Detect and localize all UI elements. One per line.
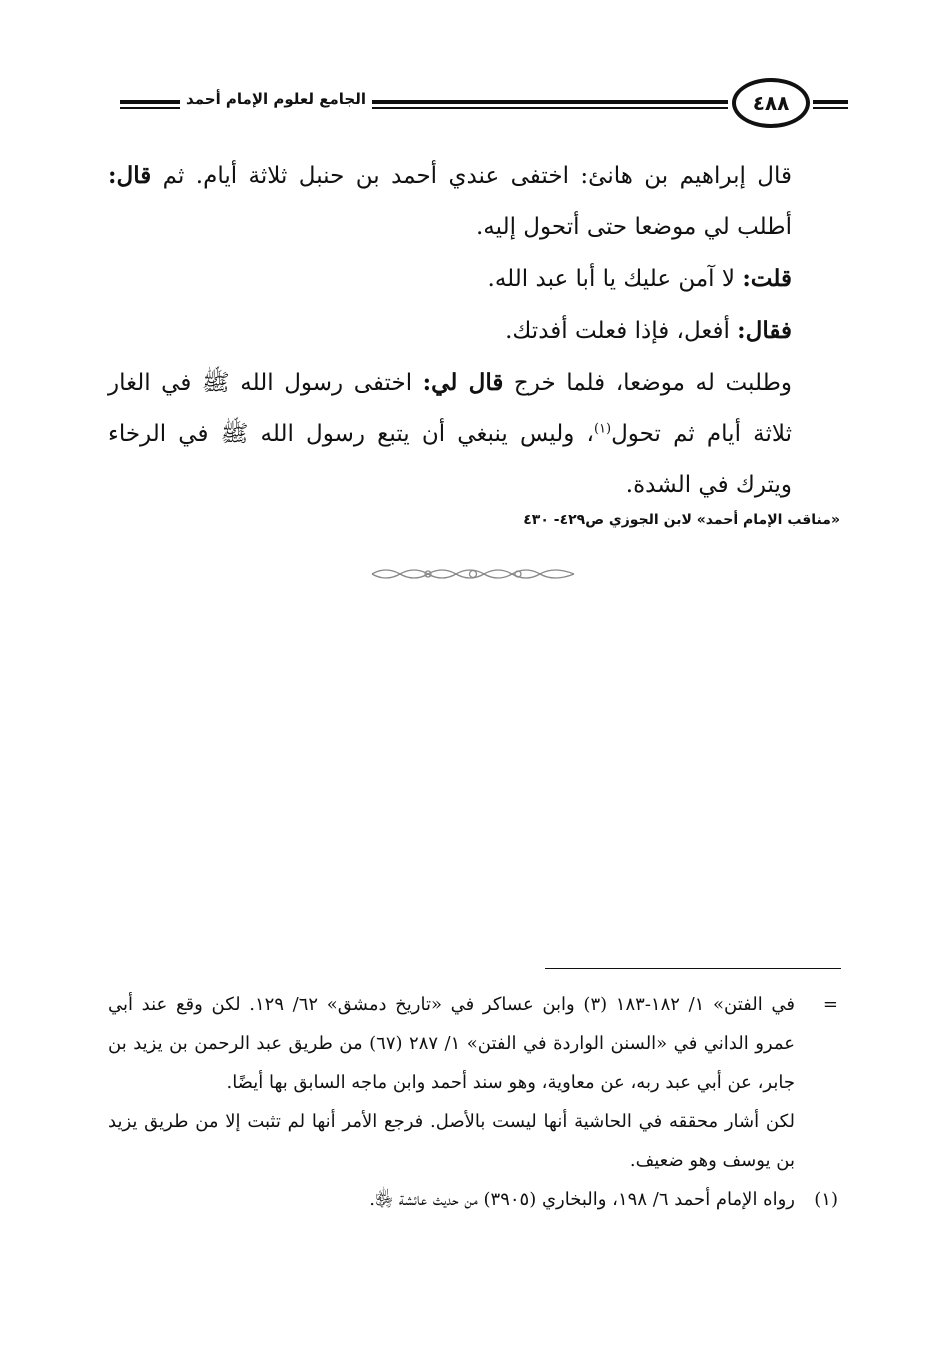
- source-citation: «مناقب الإمام أحمد» لابن الجوزي ص٤٢٩- ٤٣٠: [523, 512, 840, 528]
- text-line: أفعل، فإذا فعلت أفدتك.: [505, 318, 738, 344]
- paragraph-faqal: [108, 305, 840, 357]
- text-line: قال إبراهيم بن هانئ: اختفى عندي أحمد بن حنبل ثلاثة أيام. ثم: [151, 163, 792, 189]
- paragraph-ibrahim: [108, 150, 840, 253]
- footnote-paragraph: لكن أشار محققه في الحاشية أنها ليست بالأصل. فرجع الأمر أنها لم تثبت إلا من طريق يزيد بن يوسف وهو ضعيف.: [108, 1111, 795, 1171]
- footnote-1-text: رواه الإمام أحمد ٦/ ١٩٨، والبخاري (٣٩٠٥) من حديث عائشة ﵂.: [369, 1189, 795, 1210]
- main-text: [108, 150, 840, 511]
- page-number-oval: [732, 78, 810, 128]
- page-number: ٤٨٨: [752, 91, 790, 115]
- footnote-reference[interactable]: (١): [593, 421, 612, 437]
- footnote-continuation: [108, 985, 840, 1180]
- text-line: اختفى رسول الله ﷺ في الغار ثلاثة أيام ثم تحول: [108, 370, 792, 447]
- bold-faqal: فقال:: [737, 317, 792, 344]
- footnote-1-marker: (١): [814, 1189, 838, 1210]
- section-divider-ornament: [368, 563, 578, 585]
- bold-qal-li: قال لي:: [422, 369, 504, 396]
- paragraph-talabtu: [108, 357, 840, 511]
- footnote-paragraph: في الفتن» ١/ ١٨٢-١٨٣ (٣) وابن عساكر في «تاريخ دمشق» ٦٢/ ١٢٩. لكن وقع عند أبي عمرو الداني في «السنن الواردة في الفتن» ١/ ٢٨٧ (٦٧) من طريق عبد الرحمن بن يزيد بن جابر، عن أبي عبد ربه، عن معاوية، وهو سند أحمد وابن ماجه السابق بها أيضًا.: [108, 994, 795, 1093]
- running-title: الجامع لعلوم الإمام أحمد: [186, 90, 366, 108]
- paragraph-qult: [108, 253, 840, 305]
- bold-qult: قلت:: [742, 265, 792, 292]
- header-rule-left: [120, 100, 180, 110]
- header-rule-right: [813, 100, 848, 110]
- text-line: لا آمن عليك يا أبا عبد الله.: [487, 266, 743, 292]
- header-rule-middle: [372, 100, 728, 110]
- text-line: وطلبت له موضعا، فلما خرج: [503, 370, 793, 396]
- continuation-marker: =: [822, 994, 838, 1015]
- footnote-separator: [545, 968, 841, 969]
- text-line: أطلب لي موضعا حتى أتحول إليه.: [475, 214, 792, 240]
- page-header: [110, 78, 850, 134]
- text-line: ، وليس ينبغي أن يتبع رسول الله ﷺ في الرخاء ويترك في الشدة.: [108, 421, 792, 498]
- footnotes: [108, 985, 840, 1219]
- bold-said: قال:: [108, 162, 152, 189]
- footnote-1: [108, 1180, 840, 1219]
